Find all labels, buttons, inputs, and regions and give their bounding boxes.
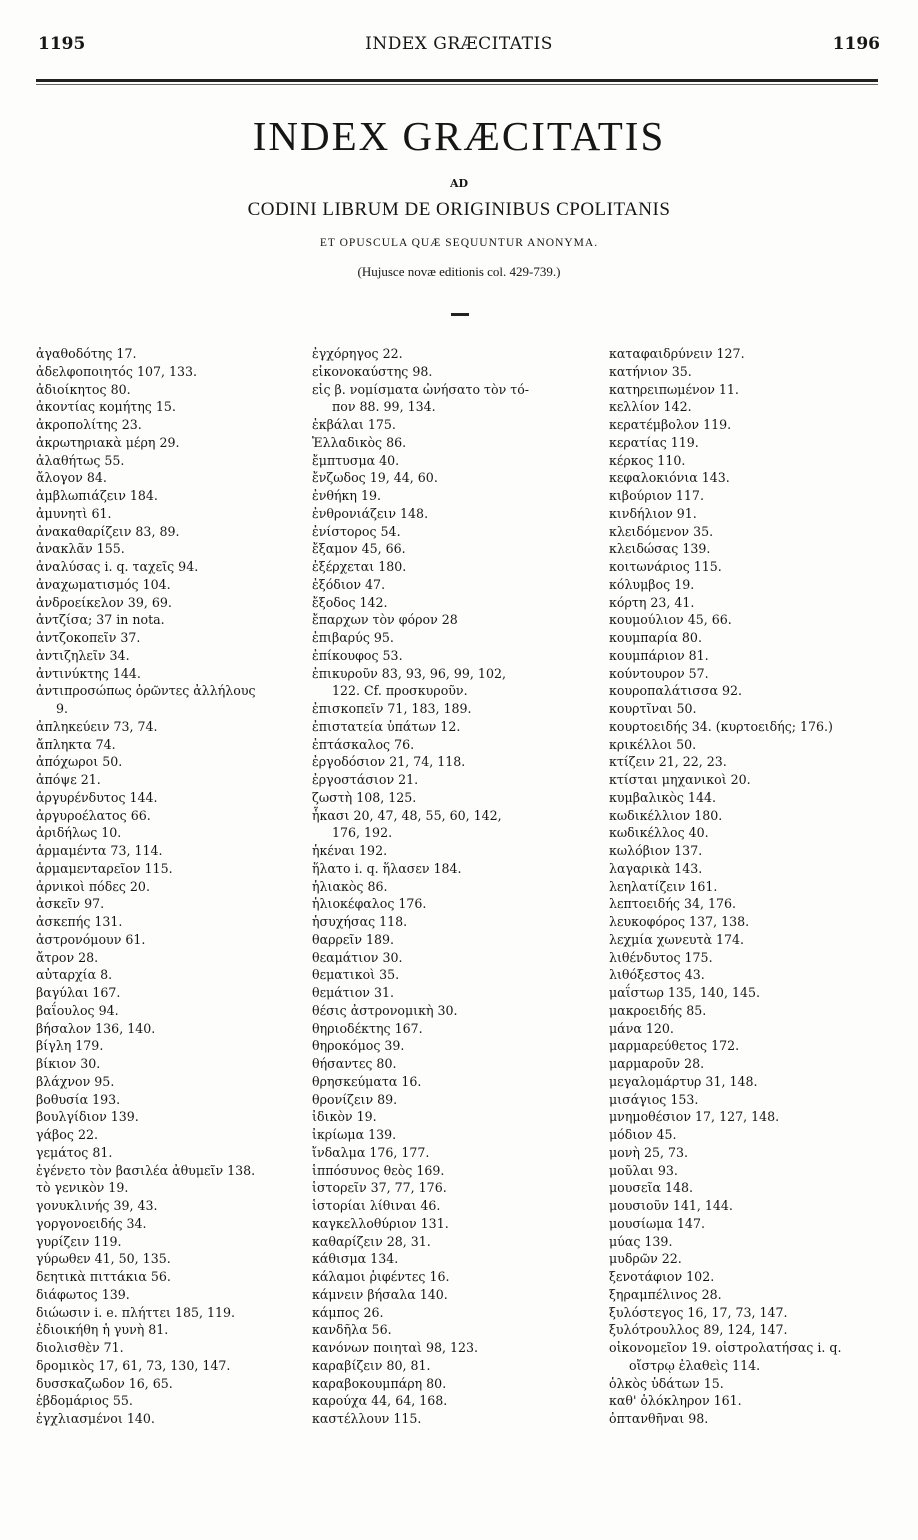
index-entry: ἐργοδόσιον 21, 74, 118.	[312, 754, 466, 770]
index-entry: λεχμία χωνευτὰ 174.	[609, 931, 745, 947]
index-entry: ἱστορίαι λίθιναι 46.	[312, 1198, 441, 1213]
index-entry: ἐδιοικήθη ἡ γυνὴ 81.	[36, 1322, 169, 1338]
index-entry: ἀντζοκοπεῖν 37.	[36, 630, 141, 645]
index-entry: ἰδικὸν 19.	[312, 1109, 377, 1125]
index-entry: λεπτοειδής 34, 176.	[609, 896, 737, 912]
index-entry: κερατέμβολον 119.	[609, 417, 732, 432]
index-entry: ἡλιοκέφαλος 176.	[312, 896, 427, 912]
index-entry: ἐγχόρηγος 22.	[312, 346, 403, 361]
index-entry: κρικέλλοι 50.	[609, 736, 697, 752]
index-entry: κλειδώσας 139.	[609, 541, 711, 557]
index-entry: ἄπληκτα 74.	[36, 736, 116, 752]
index-entry: ἀκοντίας κομήτης 15.	[36, 399, 176, 415]
index-entry: βοθυσία 193.	[36, 1091, 121, 1107]
index-column-2	[312, 345, 612, 1428]
subtitle: CODINI LIBRUM DE ORIGINIBUS CPOLITANIS	[247, 199, 671, 220]
index-entry: κτίσται μηχανικοὶ 20.	[609, 772, 751, 787]
index-entry: ἱππόσυνος θεὸς 169.	[312, 1162, 445, 1178]
index-entry: δρομικὸς 17, 61, 73, 130, 147.	[36, 1357, 231, 1373]
index-entry: θαρρεῖν 189.	[312, 931, 395, 947]
index-entry: καστέλλουν 115.	[312, 1411, 422, 1426]
index-entry: ξυλόστεγος 16, 17, 73, 147.	[609, 1304, 788, 1320]
index-entry: κουρτῖναι 50.	[609, 701, 697, 716]
index-entry: ἀντιζηλεῖν 34.	[36, 647, 130, 663]
index-entry: ἔπαρχων τὸν φόρον 28	[312, 612, 458, 628]
index-entry: ἀλαθήτως 55.	[36, 452, 125, 468]
index-entry: ἀσκεπής 131.	[36, 914, 123, 929]
index-entry: γονυκλινής 39, 43.	[36, 1198, 158, 1213]
index-entry: κουρτοειδής 34. (κυρτοειδής; 176.)	[609, 718, 833, 734]
index-entry: ὀπτανθῆναι 98.	[609, 1411, 709, 1426]
index-entry: εἰς β. νομίσματα ὠνήσατο τὸν τό-	[312, 381, 530, 397]
index-entry: κινδήλιον 91.	[609, 505, 697, 521]
index-entry: ἐπίκουφος 53.	[312, 647, 403, 663]
index-entry: θεαμάτιον 30.	[312, 949, 403, 965]
index-entry: μάνα 120.	[609, 1020, 674, 1036]
index-entry: ἥλατο i. q. ἥλασεν 184.	[312, 860, 462, 876]
index-entry: κουροπαλάτισσα 92.	[609, 683, 742, 699]
index-entry: κελλίον 142.	[609, 399, 692, 415]
index-entry: κάθισμα 134.	[312, 1251, 399, 1267]
index-entry: καθ' ὁλόκληρον 161.	[609, 1393, 742, 1409]
index-entry: μονὴ 25, 73.	[609, 1144, 689, 1160]
index-entry: ἐξόδιον 47.	[312, 576, 386, 592]
index-entry: ἐνθήκη 19.	[312, 488, 381, 503]
index-entry: βαΐουλος 94.	[36, 1002, 119, 1018]
index-entry: ἔξαμον 45, 66.	[312, 541, 406, 557]
index-entry: ἁρμαμέντα 73, 114.	[36, 843, 163, 858]
index-entry: ἄλογον 84.	[36, 470, 107, 486]
index-entry: ἐνίστορος 54.	[312, 523, 401, 539]
index-entry: δεητικὰ πιττάκια 56.	[36, 1269, 171, 1284]
index-entry: ἐγχλιασμένοι 140.	[36, 1411, 155, 1426]
index-entry: ἰκρίωμα 139.	[312, 1127, 397, 1142]
index-entry: μουσεῖα 148.	[609, 1180, 694, 1196]
index-entry: ἀργυροέλατος 66.	[36, 807, 151, 823]
index-entry: κάλαμοι ῥιφέντες 16.	[312, 1269, 450, 1284]
index-entry: βίκιον 30.	[36, 1056, 101, 1071]
index-entry: μύας 139.	[609, 1233, 673, 1249]
index-entry: διολισθὲν 71.	[36, 1340, 124, 1355]
title-ad: AD	[449, 177, 469, 190]
index-entry: ἐπικυρoῦν 83, 93, 96, 99, 102,	[312, 665, 506, 681]
index-entry: ἐνθρονιάζειν 148.	[312, 505, 429, 521]
index-entry: ἁρμαμενταρεῖον 115.	[36, 860, 173, 876]
index-entry: κατηρειπωμένον 11.	[609, 381, 739, 397]
index-entry: κυμβαλικὸς 144.	[609, 789, 716, 805]
index-entry: καραβοκουμπάρη 80.	[312, 1375, 447, 1391]
index-entry: θηριοδέκτης 167.	[312, 1020, 423, 1036]
index-entry: ἔξοδος 142.	[312, 594, 388, 610]
index-entry: ἀργυρένδυτος 144.	[36, 789, 158, 805]
index-entry: κτίζειν 21, 22, 23.	[609, 754, 727, 770]
index-entry: οἴστρῳ ἐλαθεὶς 114.	[629, 1357, 761, 1373]
index-entry: ἀρνικοὶ πόδες 20.	[36, 878, 150, 894]
index-entry: πον 88. 99, 134.	[332, 399, 436, 415]
index-entry: ἐκβάλαι 175.	[312, 417, 396, 432]
index-entry: ἡκέναι 192.	[312, 843, 388, 858]
index-entry: καθαρίζειν 28, 31.	[312, 1233, 431, 1249]
page-number-right: 1196	[832, 34, 880, 54]
index-entry: κοιτωνάριος 115.	[609, 559, 722, 574]
index-entry: κάμπος 26.	[312, 1304, 384, 1320]
index-entry: ζωστὴ 108, 125.	[312, 789, 417, 805]
index-entry: ἀδελφοποιητός 107, 133.	[36, 363, 198, 379]
index-entry: κόλυμβος 19.	[609, 576, 695, 592]
page-number-left: 1195	[38, 34, 86, 54]
index-entry: ἐξέρχεται 180.	[312, 559, 407, 574]
index-entry: ἀναλύσας i. q. ταχεῖς 94.	[36, 559, 199, 574]
index-entry: εἰκονοκαύστης 98.	[312, 363, 433, 379]
index-entry: θρονίζειν 89.	[312, 1091, 398, 1107]
index-entry: κιβούριον 117.	[609, 488, 704, 503]
index-entry: ἀνακαθαρίζειν 83, 89.	[36, 523, 180, 539]
index-entry: 176, 192.	[332, 825, 393, 841]
index-entry: διάφωτος 139.	[36, 1286, 130, 1302]
index-entry: θεμάτιον 31.	[312, 985, 394, 1000]
index-entry: ἀσκεῖν 97.	[36, 896, 105, 912]
index-entry: γάβος 22.	[36, 1127, 98, 1142]
index-entry: θρησκεύματα 16.	[312, 1073, 422, 1089]
index-entry: ἀνακλᾶν 155.	[36, 541, 125, 557]
index-entry: κούντουρον 57.	[609, 665, 709, 681]
index-entry: δυσσκαζωδον 16, 65.	[36, 1375, 173, 1391]
index-entry: λευκοφόρος 137, 138.	[609, 914, 750, 929]
index-entry: ἀστρονόμουν 61.	[36, 931, 146, 947]
index-entry: τὸ γενικὸν 19.	[36, 1180, 129, 1196]
index-entry: βίγλη 179.	[36, 1038, 104, 1054]
index-entry: 122. Cf. προσκυροῦν.	[332, 683, 468, 699]
index-entry: ἀπόχωροι 50.	[36, 754, 123, 770]
index-entry: κάμνειν βήσαλα 140.	[312, 1286, 448, 1302]
index-entry: κουμούλιον 45, 66.	[609, 612, 732, 628]
index-entry: μουσιοῦν 141, 144.	[609, 1198, 733, 1213]
index-entry: ἐπιβαρύς 95.	[312, 630, 394, 645]
title-dash	[451, 313, 469, 316]
index-entry: ἀκροπολίτης 23.	[36, 417, 142, 432]
index-entry: μαρμαροῦν 28.	[609, 1056, 705, 1071]
index-entry: ἔμπτυσμα 40.	[312, 452, 400, 468]
index-entry: κεφαλοκιόνια 143.	[609, 470, 730, 486]
index-entry: βουλγίδιον 139.	[36, 1109, 139, 1125]
index-column-1	[36, 345, 308, 1428]
index-entry: ἀμυνητὶ 61.	[36, 505, 112, 521]
index-entry: μουσίωμα 147.	[609, 1215, 705, 1231]
index-entry: λιθένδυτος 175.	[609, 949, 713, 965]
index-entry: ἀνδροείκελον 39, 69.	[36, 594, 172, 610]
index-entry: μοῦλαι 93.	[609, 1162, 678, 1178]
index-entry: καραβίζειν 80, 81.	[312, 1357, 431, 1373]
header-rule-thin	[36, 84, 878, 85]
index-entry: θέσις ἀστρονομικὴ 30.	[312, 1002, 458, 1018]
index-entry: λαγαρικὰ 143.	[609, 860, 703, 876]
index-entry: Ἑλλαδικὸς 86.	[312, 434, 407, 450]
index-entry: μόδιον 45.	[609, 1127, 677, 1142]
index-entry: ἴνδαλμα 176, 177.	[312, 1144, 430, 1160]
index-entry: ξηραμπέλινος 28.	[609, 1286, 722, 1302]
index-entry: λιθόξεστος 43.	[609, 967, 705, 983]
index-entry: μισάγιος 153.	[609, 1091, 699, 1107]
index-entry: γοργονοειδής 34.	[36, 1215, 147, 1231]
index-entry: μεγαλομάρτυρ 31, 148.	[609, 1073, 758, 1089]
index-entry: κέρκος 110.	[609, 452, 686, 468]
index-entry: κατήνιον 35.	[609, 363, 692, 379]
index-entry: κωδικέλλος 40.	[609, 825, 709, 841]
index-entry: ἀκρωτηριακὰ μέρη 29.	[36, 434, 180, 450]
index-entry: κουμπάριον 81.	[609, 647, 709, 663]
header-rule	[36, 79, 878, 82]
index-entry: ἀμβλωπιάζειν 184.	[36, 488, 158, 503]
index-entry: λεηλατίζειν 161.	[609, 878, 718, 894]
index-entry: ἄτρον 28.	[36, 949, 99, 965]
index-entry: ξυλότρουλλος 89, 124, 147.	[609, 1322, 788, 1338]
index-entry: μυδρῶν 22.	[609, 1251, 682, 1267]
index-entry: ἀντινύκτης 144.	[36, 665, 141, 681]
index-entry: βλάχνον 95.	[36, 1073, 115, 1089]
index-entry: ἐγένετο τὸν βασιλέα ἀθυμεῖν 138.	[36, 1162, 256, 1178]
page-title: INDEX GRÆCITATIS	[252, 113, 666, 159]
index-entry: 9.	[56, 701, 69, 716]
index-entry: ἧκασι 20, 47, 48, 55, 60, 142,	[312, 807, 502, 823]
index-entry: κωδικέλλιον 180.	[609, 807, 723, 823]
index-entry: κωλόβιον 137.	[609, 843, 703, 858]
index-entry: βήσαλον 136, 140.	[36, 1020, 156, 1036]
index-entry: ἔνζωδος 19, 44, 60.	[312, 470, 438, 486]
running-head	[0, 34, 918, 58]
index-entry: ἐργοστάσιον 21.	[312, 772, 419, 787]
index-entry: οἰκονομεῖον 19. οἰστρολατήσας i. q.	[609, 1340, 842, 1355]
index-entry: διώωσιν i. e. πλήττει 185, 119.	[36, 1304, 236, 1320]
index-entry: ἑβδομάριος 55.	[36, 1393, 133, 1409]
index-entry: θήσαντες 80.	[312, 1056, 397, 1071]
index-entry: ἀγαθοδότης 17.	[36, 346, 137, 361]
index-entry: ἀντζίσα; 37 in nota.	[36, 612, 165, 628]
index-entry: αὐταρχία 8.	[36, 967, 113, 983]
edition-note: (Hujusce novæ editionis col. 429-739.)	[357, 264, 561, 279]
index-entry: κανδῆλα 56.	[312, 1322, 392, 1338]
index-entry: θηροκόμος 39.	[312, 1038, 405, 1054]
index-entry: ἐπιστατεία ὑπάτων 12.	[312, 718, 461, 734]
running-title: INDEX GRÆCITATIS	[365, 34, 553, 54]
index-entry: ἀπόψε 21.	[36, 772, 101, 787]
index-entry: καρούχα 44, 64, 168.	[312, 1393, 448, 1409]
index-entry: ἐπισκοπεῖν 71, 183, 189.	[312, 701, 472, 716]
index-entry: καταφαιδρύνειν 127.	[609, 346, 745, 361]
index-entry: μακροειδής 85.	[609, 1002, 707, 1018]
index-column-3	[609, 345, 909, 1428]
subtitle-secondary: ET OPUSCULA QUÆ SEQUUNTUR ANONYMA.	[319, 237, 599, 249]
index-entry: καγκελλοθύριον 131.	[312, 1215, 449, 1231]
index-entry: ξενοτάφιον 102.	[609, 1269, 715, 1284]
index-entry: μνημοθέσιον 17, 127, 148.	[609, 1109, 780, 1125]
index-entry: ἀριδήλως 10.	[36, 825, 122, 841]
index-entry: ἀναχωματισμός 104.	[36, 576, 171, 592]
index-entry: κουμπαρία 80.	[609, 630, 702, 645]
index-entry: ἐπτάσκαλος 76.	[312, 736, 415, 752]
index-entry: γύρωθεν 41, 50, 135.	[36, 1251, 171, 1267]
index-entry: γεμάτος 81.	[36, 1144, 113, 1160]
index-entry: ἀπληκεύειν 73, 74.	[36, 718, 158, 734]
index-entry: κόρτη 23, 41.	[609, 594, 695, 610]
index-entry: ἡσυχήσας 118.	[312, 914, 408, 929]
index-entry: ὁλκὸς ὑδάτων 15.	[609, 1375, 724, 1391]
index-entry: μαρμαρεύθετος 172.	[609, 1038, 740, 1054]
index-entry: γυρίζειν 119.	[36, 1233, 122, 1249]
index-entry: κερατίας 119.	[609, 434, 699, 450]
index-entry: κλειδόμενον 35.	[609, 523, 714, 539]
index-entry: κανόνων ποιηταὶ 98, 123.	[312, 1340, 479, 1355]
index-entry: μαΐστωρ 135, 140, 145.	[609, 985, 760, 1000]
index-entry: ἡλιακὸς 86.	[312, 878, 388, 894]
index-entry: βαγύλαι 167.	[36, 985, 121, 1000]
index-entry: ἀντιπροσώπως ὁρῶντες ἀλλήλους	[36, 683, 256, 699]
index-entry: θεματικοὶ 35.	[312, 967, 400, 983]
index-entry: ἀδιοίκητος 80.	[36, 381, 131, 397]
index-entry: ἱστορεῖν 37, 77, 176.	[312, 1180, 447, 1196]
